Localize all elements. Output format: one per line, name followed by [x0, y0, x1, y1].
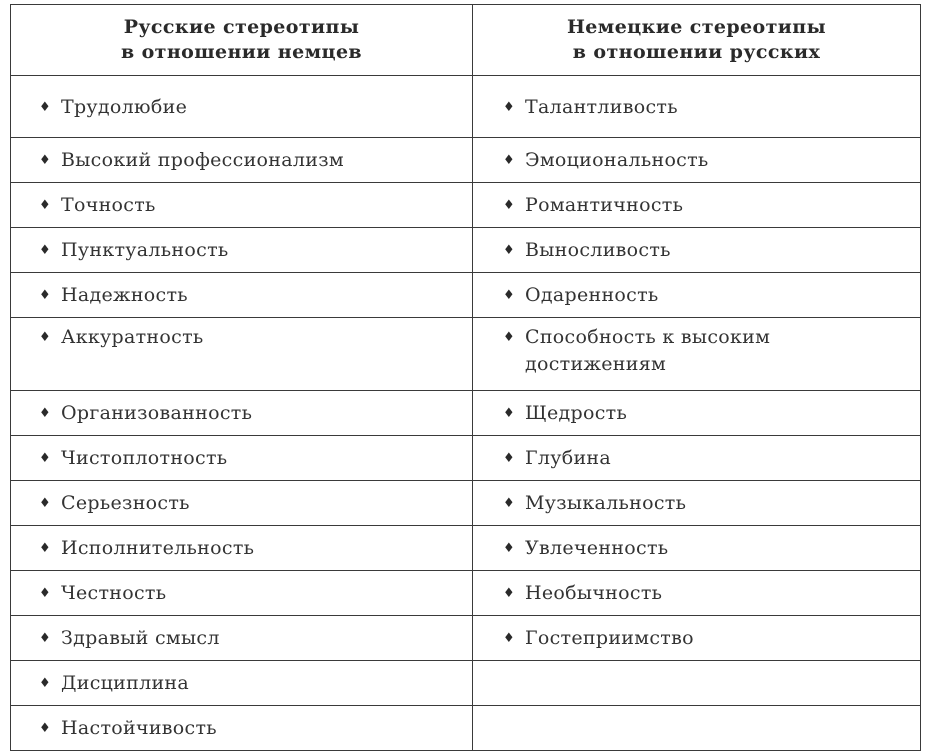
table-row — [11, 436, 921, 481]
diamond-bullet-icon: ♦ — [39, 152, 51, 168]
diamond-bullet-icon: ♦ — [503, 100, 515, 115]
right-cell — [473, 526, 921, 571]
table-row — [11, 138, 921, 183]
header-row — [11, 5, 921, 76]
header-russian-stereotypes — [11, 5, 473, 76]
left-cell — [11, 183, 473, 228]
diamond-bullet-icon: ♦ — [39, 287, 51, 303]
left-item-text: Организованность — [61, 401, 253, 424]
right-cell-empty — [473, 661, 921, 706]
diamond-bullet-icon: ♦ — [503, 152, 515, 168]
header-right-line-2: в отношении русских — [572, 41, 821, 63]
right-cell — [473, 391, 921, 436]
left-cell — [11, 318, 473, 391]
right-item-text: Эмоциональность — [525, 148, 709, 171]
diamond-bullet-icon: ♦ — [39, 405, 51, 421]
left-cell — [11, 706, 473, 751]
right-cell — [473, 138, 921, 183]
right-item-text: Необычность — [525, 581, 663, 604]
left-item-text: Пунктуальность — [61, 238, 229, 261]
diamond-bullet-icon: ♦ — [39, 100, 51, 115]
table-row — [11, 706, 921, 751]
table-row — [11, 661, 921, 706]
table-row — [11, 318, 921, 391]
left-item-text: Точность — [61, 193, 156, 216]
table-row — [11, 391, 921, 436]
left-item-text: Здравый смысл — [61, 626, 220, 649]
right-item-text: Глубина — [525, 446, 612, 469]
table-row — [11, 273, 921, 318]
stereotypes-table — [10, 4, 921, 751]
right-cell — [473, 318, 921, 391]
diamond-bullet-icon: ♦ — [39, 330, 51, 345]
left-cell — [11, 481, 473, 526]
right-item-text: Способность к высоким достижениям — [525, 326, 771, 375]
left-cell — [11, 273, 473, 318]
table-row — [11, 526, 921, 571]
left-item-text: Надежность — [61, 283, 188, 306]
header-right-line-1: Немецкие стереотипы — [566, 16, 827, 38]
right-item-text: Романтичность — [525, 193, 684, 216]
right-item-text: Талантливость — [525, 96, 678, 118]
right-cell — [473, 616, 921, 661]
header-left-line-2: в отношении немцев — [120, 41, 363, 63]
right-item-text: Щедрость — [525, 401, 628, 424]
right-item-text: Гостеприимство — [525, 626, 694, 649]
right-item-text: Выносливость — [525, 238, 671, 261]
table-row — [11, 571, 921, 616]
header-left-line-1: Русские стереотипы — [123, 16, 360, 38]
diamond-bullet-icon: ♦ — [503, 495, 515, 511]
left-item-text: Честность — [61, 581, 167, 604]
left-item-text: Дисциплина — [61, 671, 190, 694]
left-item-text: Исполнительность — [61, 536, 255, 559]
diamond-bullet-icon: ♦ — [39, 585, 51, 601]
diamond-bullet-icon: ♦ — [39, 197, 51, 213]
left-cell — [11, 138, 473, 183]
diamond-bullet-icon: ♦ — [39, 242, 51, 258]
right-cell — [473, 436, 921, 481]
right-cell — [473, 183, 921, 228]
diamond-bullet-icon: ♦ — [39, 675, 51, 691]
table-row — [11, 183, 921, 228]
diamond-bullet-icon: ♦ — [503, 330, 515, 345]
header-german-stereotypes — [473, 5, 921, 76]
right-cell — [473, 76, 921, 138]
left-item-text: Высокий профессионализм — [61, 148, 344, 171]
right-item-text: Музыкальность — [525, 491, 687, 514]
left-item-text: Чистоплотность — [61, 446, 228, 469]
right-cell — [473, 273, 921, 318]
right-cell — [473, 481, 921, 526]
diamond-bullet-icon: ♦ — [503, 450, 515, 466]
left-cell — [11, 228, 473, 273]
diamond-bullet-icon: ♦ — [503, 630, 515, 646]
left-cell — [11, 436, 473, 481]
right-item-text: Одаренность — [525, 283, 659, 306]
right-cell-empty — [473, 706, 921, 751]
left-item-text: Серьезность — [61, 491, 190, 514]
diamond-bullet-icon: ♦ — [503, 197, 515, 213]
left-item-text: Настойчивость — [61, 716, 217, 739]
diamond-bullet-icon: ♦ — [39, 540, 51, 556]
left-item-text: Трудолюбие — [61, 96, 188, 118]
right-item-text: Увлеченность — [525, 536, 669, 559]
right-cell — [473, 228, 921, 273]
left-cell — [11, 76, 473, 138]
diamond-bullet-icon: ♦ — [503, 287, 515, 303]
diamond-bullet-icon: ♦ — [503, 405, 515, 421]
diamond-bullet-icon: ♦ — [39, 450, 51, 466]
left-item-text: Аккуратность — [61, 326, 204, 348]
table-row — [11, 481, 921, 526]
diamond-bullet-icon: ♦ — [503, 540, 515, 556]
left-cell — [11, 526, 473, 571]
table-row — [11, 76, 921, 138]
table-row — [11, 228, 921, 273]
left-cell — [11, 616, 473, 661]
table-row — [11, 616, 921, 661]
diamond-bullet-icon: ♦ — [503, 242, 515, 258]
diamond-bullet-icon: ♦ — [39, 630, 51, 646]
diamond-bullet-icon: ♦ — [503, 585, 515, 601]
diamond-bullet-icon: ♦ — [39, 720, 51, 736]
diamond-bullet-icon: ♦ — [39, 495, 51, 511]
left-cell — [11, 571, 473, 616]
left-cell — [11, 391, 473, 436]
right-cell — [473, 571, 921, 616]
left-cell — [11, 661, 473, 706]
